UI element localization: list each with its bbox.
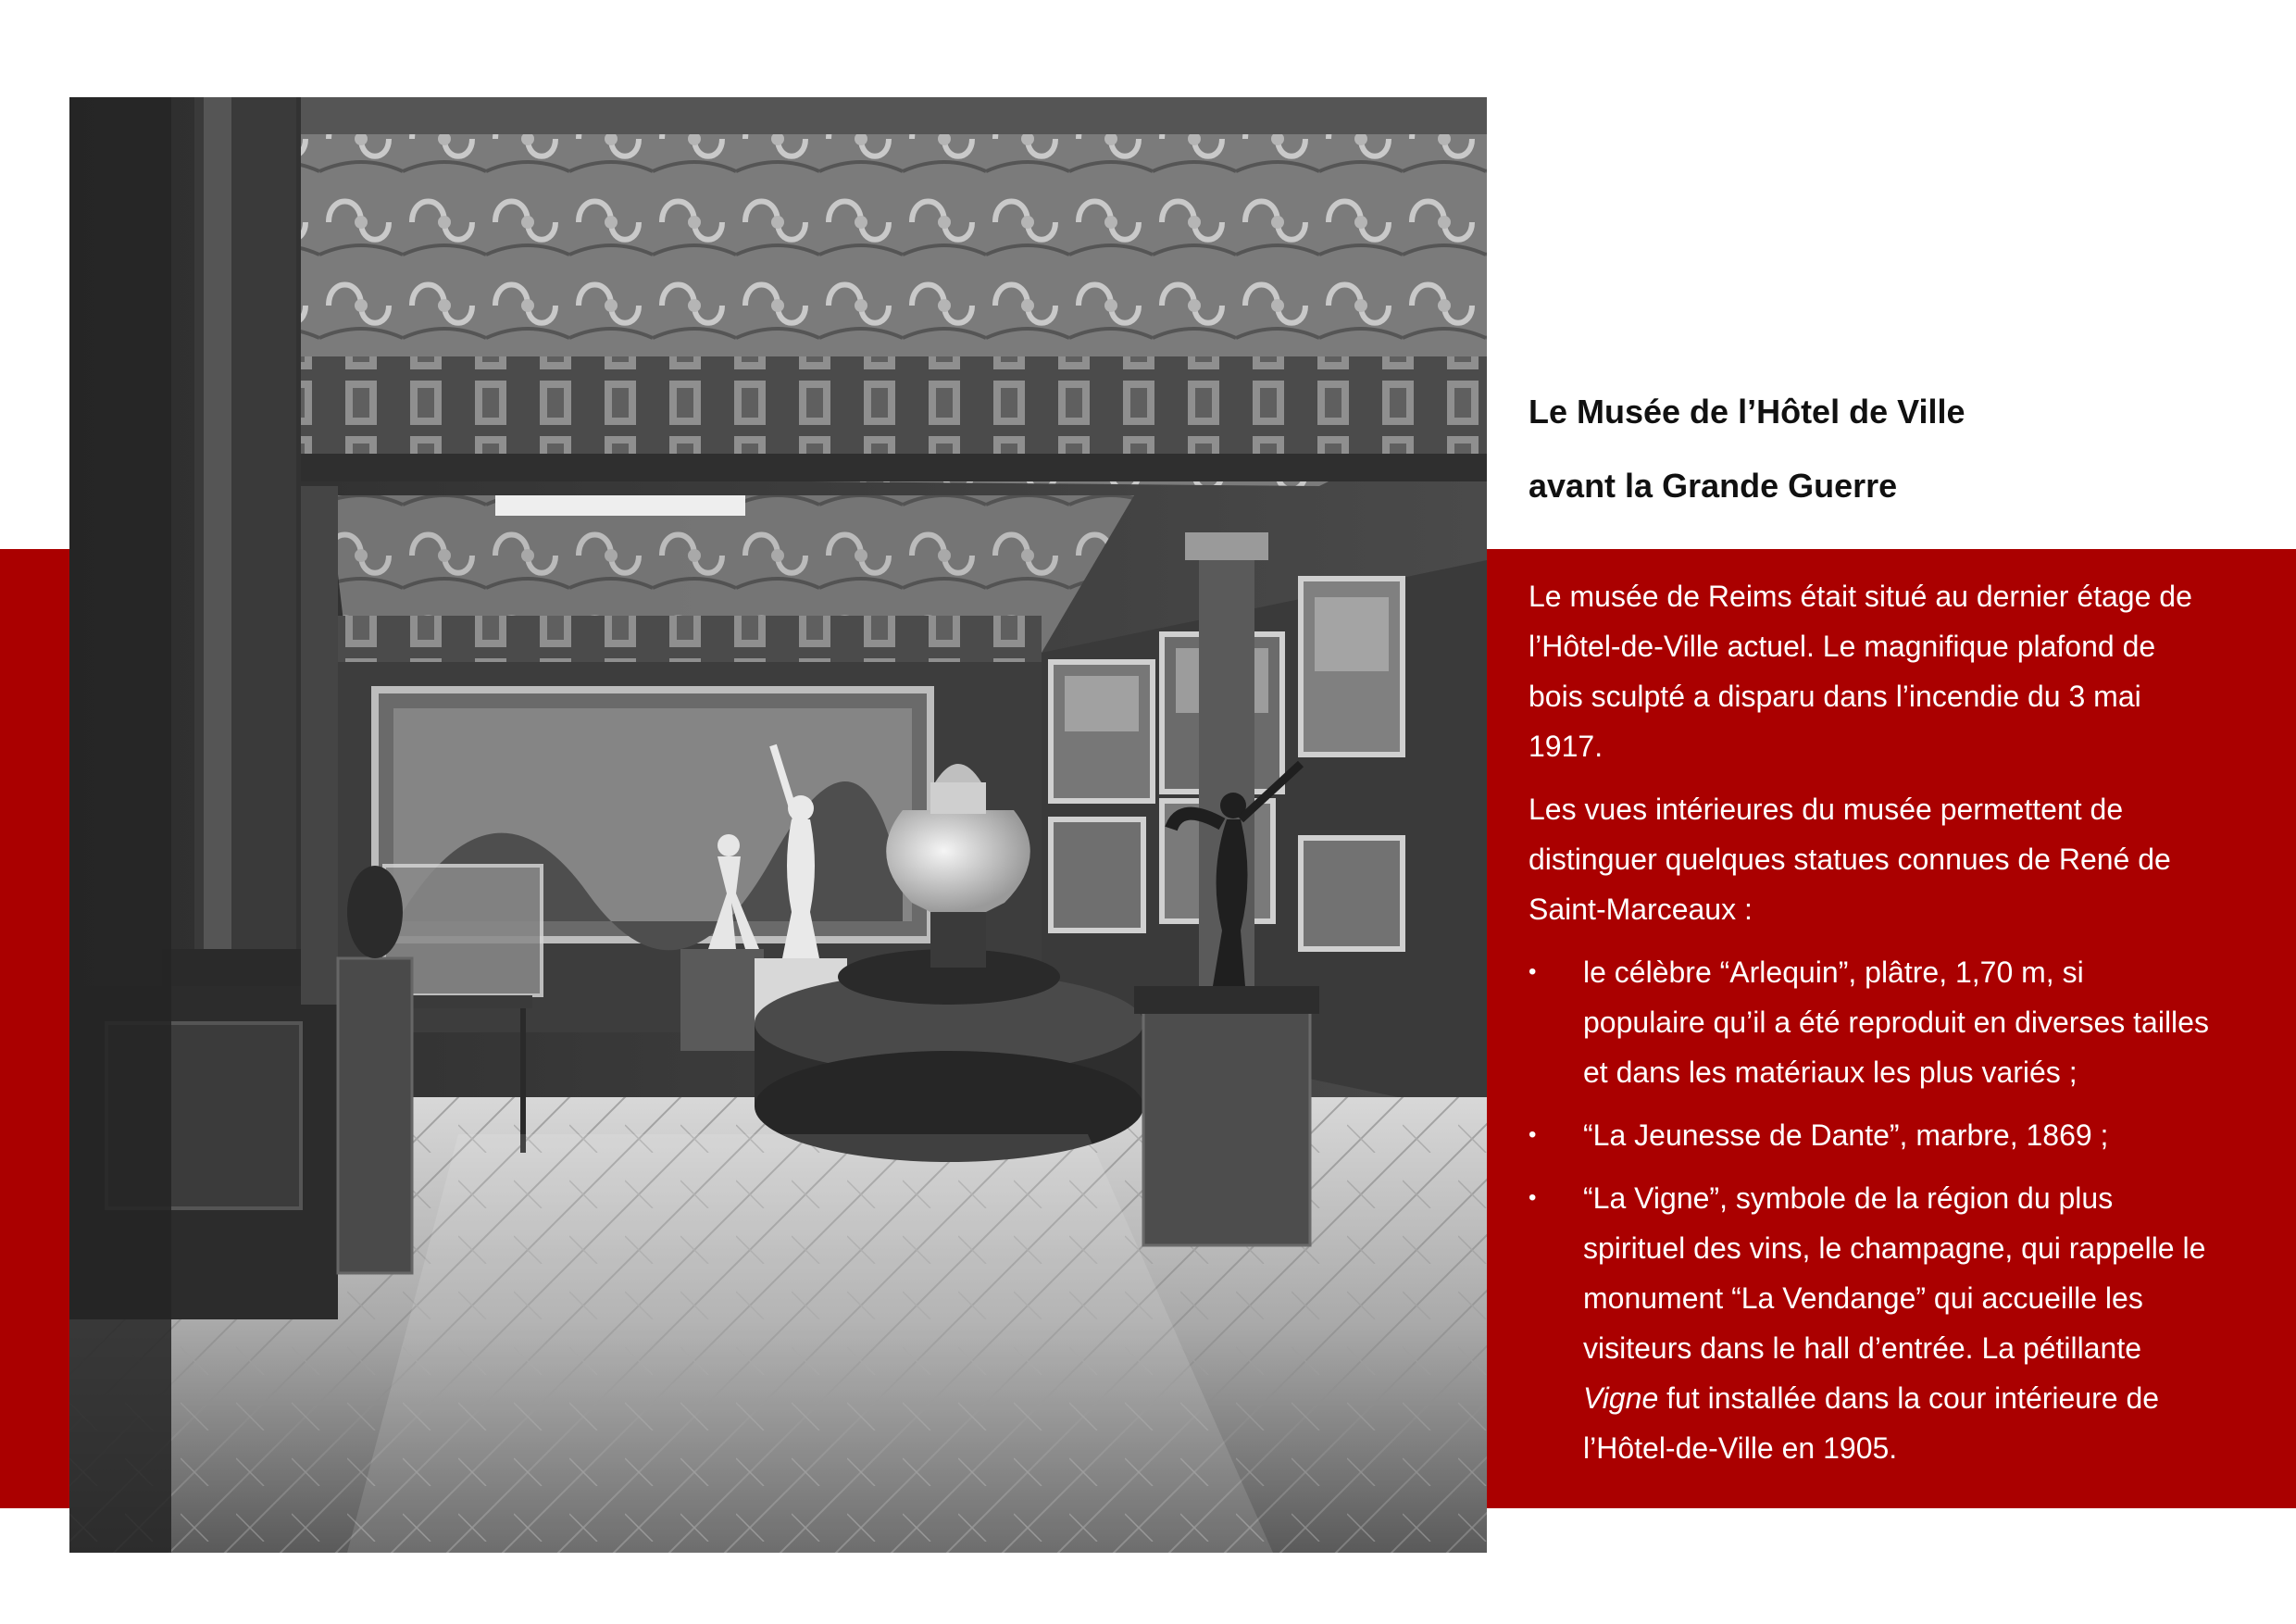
list-item-italic: Vigne — [1583, 1381, 1659, 1415]
body-text — [1529, 571, 2214, 1486]
statue-list — [1529, 947, 2214, 1473]
page-title — [1529, 375, 2232, 523]
bullet-icon: • — [1529, 1185, 1537, 1210]
bullet-icon: • — [1529, 1122, 1537, 1147]
list-item-text-after: fut installée dans la cour intérieure de l’Hôtel-de-Ville en 1905. — [1583, 1381, 2160, 1465]
list-item-text-before: “La Vigne”, symbole de la région du plus spirituel des vins, le champagne, qui rappelle le monument “La Vendange” qui accueille les visiteurs dans le hall d’entrée. La pétillante — [1583, 1181, 2206, 1365]
list-item-text: le célèbre “Arlequin”, plâtre, 1,70 m, si populaire qu’il a été reproduit en diverses tailles et dans les matériaux les plus variés ; — [1583, 956, 2209, 1089]
list-item — [1529, 1173, 2214, 1473]
bullet-icon: • — [1529, 959, 1537, 984]
intro-paragraph-1: Le musée de Reims était situé au dernier étage de l’Hôtel-de-Ville actuel. Le magnifique plafond de bois sculpté a disparu dans l’incendie du 3 mai 1917. — [1529, 580, 2192, 763]
title-line-1: Le Musée de l’Hôtel de Ville — [1529, 393, 1965, 431]
title-line-2: avant la Grande Guerre — [1529, 467, 1898, 505]
museum-interior-photo — [69, 97, 1487, 1553]
intro-paragraph-2: Les vues intérieures du musée permettent de distinguer quelques statues connues de René de Saint-Marceaux : — [1529, 793, 2171, 926]
photo-illustration — [69, 97, 1487, 1553]
list-item — [1529, 1110, 2214, 1160]
list-item — [1529, 947, 2214, 1097]
list-item-text: “La Jeunesse de Dante”, marbre, 1869 ; — [1583, 1118, 2109, 1152]
